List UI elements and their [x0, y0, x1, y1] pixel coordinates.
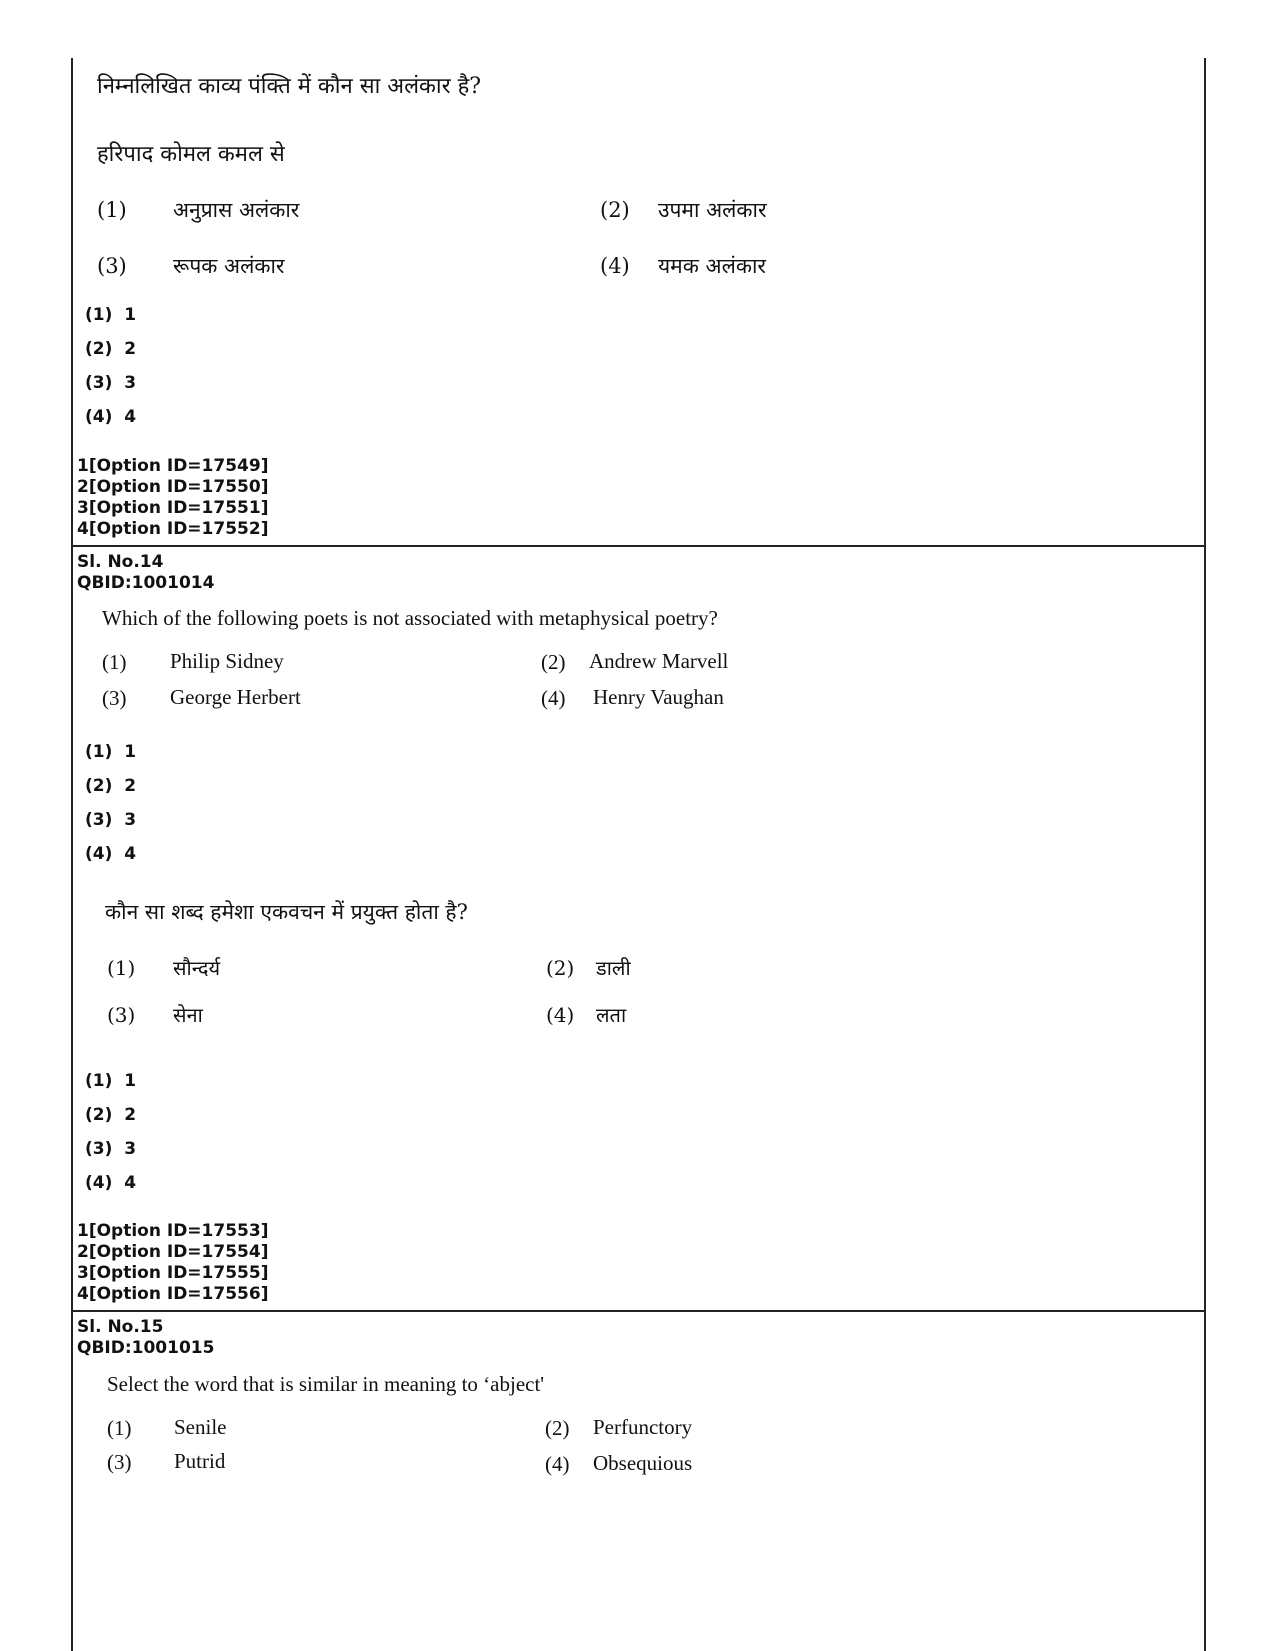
q14-hi-answer-2: (2) 2 — [85, 1105, 137, 1125]
q15-opt3-num: (3) — [107, 1450, 132, 1474]
q15-sl-no: Sl. No.15 — [77, 1317, 164, 1337]
q14-hi-opt4-num: (4) — [546, 1003, 575, 1027]
q14-hi-opt1-num: (1) — [107, 956, 136, 980]
q14-opt1-text: Philip Sidney — [170, 649, 284, 673]
q13-opt2-num: (2) — [600, 198, 630, 222]
q14-opt4-num: (4) — [541, 686, 566, 710]
q14-opt3-text: George Herbert — [170, 685, 301, 709]
q14-hi-opt4-text: लता — [596, 1003, 627, 1027]
option-id-line: 4[Option ID=17556] — [77, 1284, 269, 1304]
q14-answer-3: (3) 3 — [85, 810, 137, 830]
q15-stem-en: Select the word that is similar in meaning to ‘abject' — [107, 1372, 545, 1396]
q14-hi-answer-4: (4) 4 — [85, 1173, 137, 1193]
q13-opt4-text: यमक अलंकार — [658, 254, 766, 278]
q14-hi-opt2-num: (2) — [546, 956, 575, 980]
q15-opt2-text: Perfunctory — [593, 1415, 693, 1439]
q14-hi-opt3-text: सेना — [173, 1003, 203, 1027]
q13-opt2-text: उपमा अलंकार — [658, 198, 767, 222]
q14-option-ids — [77, 1221, 268, 1305]
q14-opt3-num: (3) — [102, 686, 127, 710]
q14-answer-4: (4) 4 — [85, 844, 137, 864]
q13-answer-2: (2) 2 — [85, 339, 137, 359]
q14-sl-no: Sl. No.14 — [77, 552, 164, 572]
q13-answer-3: (3) 3 — [85, 373, 137, 393]
q13-option-ids — [77, 456, 268, 540]
q14-hi-opt2-text: डाली — [596, 956, 631, 980]
q13-answer-4: (4) 4 — [85, 407, 137, 427]
q14-opt1-num: (1) — [102, 650, 127, 674]
q15-opt1-text: Senile — [174, 1415, 227, 1439]
q14-answer-2: (2) 2 — [85, 776, 137, 796]
q14-qbid: QBID:1001014 — [77, 573, 215, 593]
q15-opt1-num: (1) — [107, 1416, 132, 1440]
question-sheet — [71, 58, 1206, 1651]
option-id-line: 3[Option ID=17551] — [77, 498, 269, 518]
q14-header — [77, 552, 214, 594]
q13-stem: निम्नलिखित काव्य पंक्ति में कौन सा अलंकार है? — [97, 74, 482, 99]
option-id-line: 2[Option ID=17550] — [77, 477, 269, 497]
section-divider — [73, 1310, 1204, 1312]
q14-opt2-text: Andrew Marvell — [589, 649, 729, 673]
q15-opt4-text: Obsequious — [593, 1451, 693, 1475]
q13-opt3-num: (3) — [97, 254, 127, 278]
q14-opt4-text: Henry Vaughan — [593, 685, 724, 709]
q13-opt1-num: (1) — [97, 198, 127, 222]
q14-opt2-num: (2) — [541, 650, 566, 674]
q15-opt3-text: Putrid — [174, 1449, 226, 1473]
q13-opt4-num: (4) — [600, 254, 630, 278]
q15-qbid: QBID:1001015 — [77, 1338, 215, 1358]
q14-hi-opt3-num: (3) — [107, 1003, 136, 1027]
q15-header — [77, 1317, 214, 1359]
q13-poem-line: हरिपाद कोमल कमल से — [97, 142, 285, 167]
q14-stem-hi: कौन सा शब्द हमेशा एकवचन में प्रयुक्त होता है? — [105, 900, 468, 924]
option-id-line: 1[Option ID=17553] — [77, 1221, 269, 1241]
q14-answer-1: (1) 1 — [85, 742, 137, 762]
option-id-line: 4[Option ID=17552] — [77, 519, 269, 539]
q15-opt2-num: (2) — [545, 1416, 570, 1440]
option-id-line: 1[Option ID=17549] — [77, 456, 269, 476]
q14-stem-en: Which of the following poets is not associated with metaphysical poetry? — [102, 606, 718, 630]
q14-hi-answer-3: (3) 3 — [85, 1139, 137, 1159]
q15-opt4-num: (4) — [545, 1452, 570, 1476]
q14-hi-opt1-text: सौन्दर्य — [173, 956, 221, 980]
q13-opt3-text: रूपक अलंकार — [173, 254, 285, 278]
q13-opt1-text: अनुप्रास अलंकार — [173, 198, 300, 222]
q13-answer-1: (1) 1 — [85, 305, 137, 325]
section-divider — [73, 545, 1204, 547]
option-id-line: 2[Option ID=17554] — [77, 1242, 269, 1262]
option-id-line: 3[Option ID=17555] — [77, 1263, 269, 1283]
q14-hi-answer-1: (1) 1 — [85, 1071, 137, 1091]
